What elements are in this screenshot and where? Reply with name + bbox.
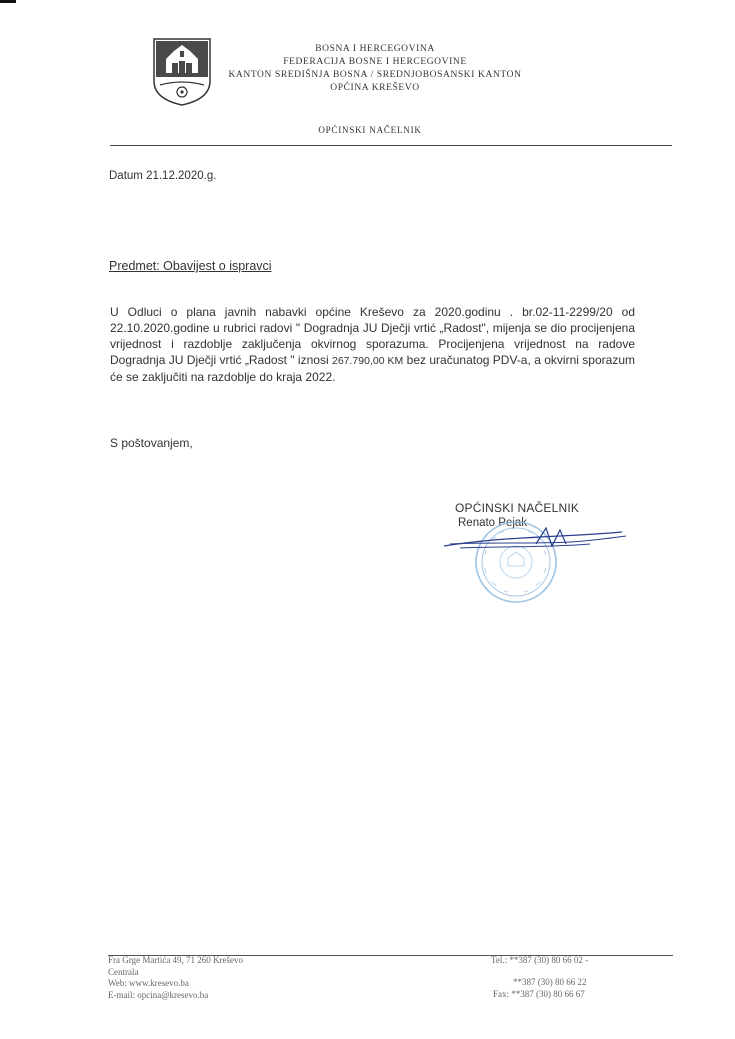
signatory-title: OPĆINSKI NAČELNIK [455,501,580,515]
kresevo-coat-of-arms-icon [152,37,212,107]
letter-body-amount: 267.790,00 KM [332,355,404,367]
letterhead-line-country: BOSNA I HERCEGOVINA [315,44,435,54]
footer-fax: Fax: **387 (30) 80 66 67 [493,989,585,999]
footer-address: Fra Grge Martića 49, 71 260 Kreševo [108,955,244,965]
letterhead [225,43,525,95]
footer-contact-left [108,955,243,1001]
scan-corner-mark [0,0,16,3]
header-divider [110,145,672,146]
letterhead-line-federation: FEDERACIJA BOSNE I HERCEGOVINE [283,57,467,67]
footer-web: Web: www.kresevo.ba [108,978,189,988]
letter-closing: S poštovanjem, [110,436,193,450]
handwritten-signature-icon [440,522,630,562]
footer-tel2: **387 (30) 80 66 22 [513,977,587,987]
letter-subject: Predmet: Obavijest o ispravci [109,259,272,273]
letterhead-line-canton: KANTON SREDIŠNJA BOSNA / SREDNJOBOSANSKI KANTON [228,70,522,80]
letter-body-part1: U Odluci o plana javnih nabavki općine Kreševo za 2020.godinu . br.02-11-2299/20 od 22.10.2020.godine u rubrici radovi " Dogradnja JU Dječji vrtić „Radost", mijenja se dio procijenjena vrijednost i razdoblje zaključenja okvirnog sporazuma. Procijenjena vrijednost na radove Dogradnja JU Dječji vrtić „Radost " iznosi [110,305,635,367]
office-title: OPĆINSKI NAČELNIK [318,125,422,135]
footer-tel: Tel.: **387 (30) 80 66 02 - [491,955,589,965]
footer-email: E-mail: opcina@kresevo.ba [108,989,209,1000]
letter-body-part2: bez uračunatog PDV-a, a okvirni sporazum će se zaključiti na razdoblje do kraja 2022. [110,353,635,384]
letterhead-line-municipality: OPĆINA KREŠEVO [330,83,420,93]
footer-centrala: Centrala [108,966,139,977]
signatory-name: Renato Pejak [458,517,528,529]
letter-date: Datum 21.12.2020.g. [109,170,217,182]
letter-body [110,304,635,385]
